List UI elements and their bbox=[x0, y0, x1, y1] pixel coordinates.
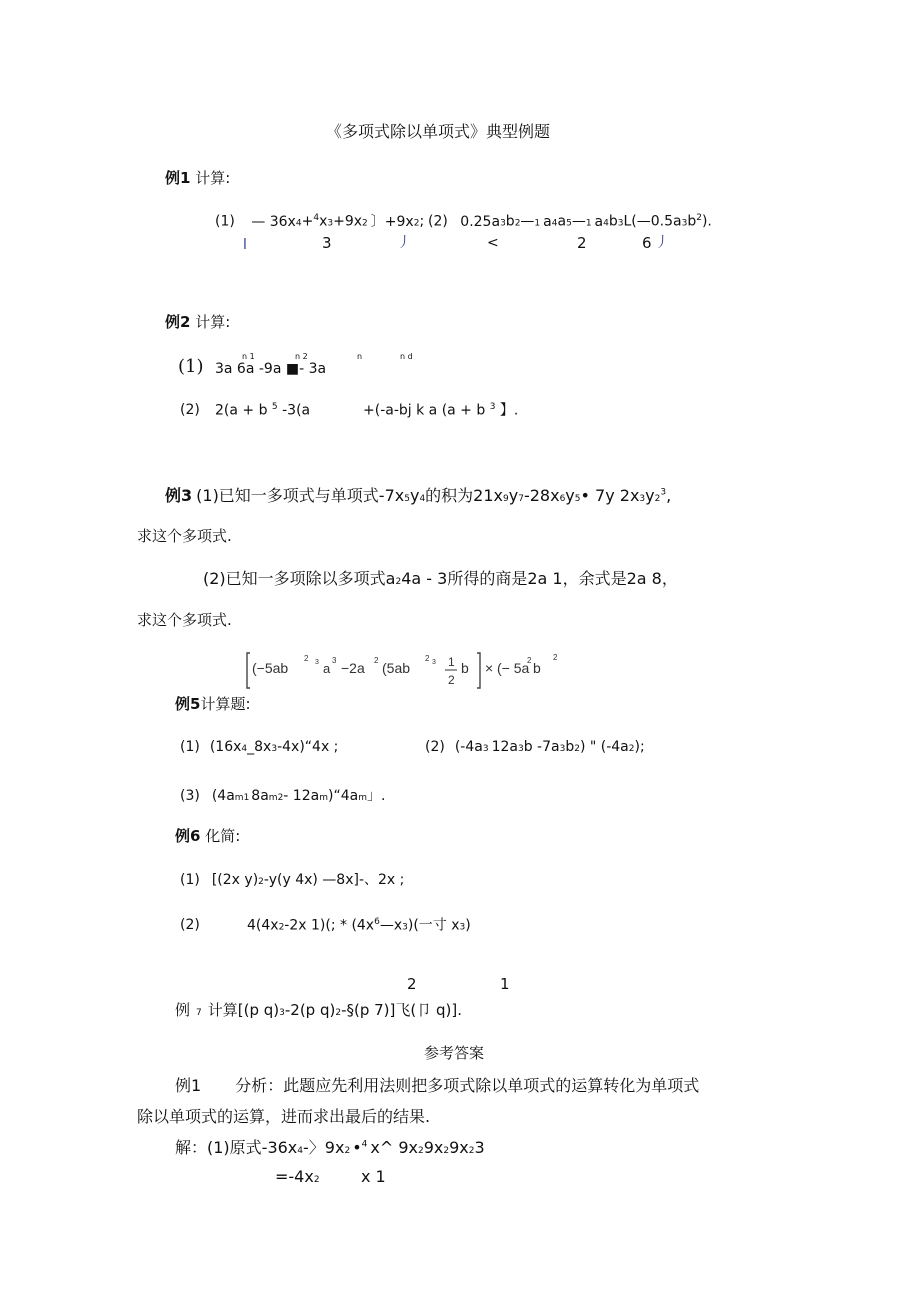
example-2-part-2-expr bbox=[215, 403, 310, 418]
example-3-line-1 bbox=[165, 488, 671, 504]
expr: b bbox=[687, 213, 697, 230]
example-3-line-2: 求这个多项式. bbox=[137, 527, 232, 545]
example-5-heading-text: 计算题: bbox=[200, 695, 251, 713]
example-3-label: 例3 bbox=[165, 486, 193, 505]
exponent: 3 bbox=[271, 744, 278, 754]
example-2-part-2-expr-cont bbox=[363, 403, 518, 418]
example-5-label: 例5 bbox=[175, 695, 201, 713]
exponent: 2 bbox=[514, 218, 521, 229]
example-6-heading bbox=[175, 829, 240, 844]
example-6-label: 例6 bbox=[175, 827, 201, 845]
expr: -§(p 7)]飞(卩 q)]. bbox=[341, 1001, 462, 1019]
text: x^ 9x bbox=[370, 1138, 418, 1157]
part-number: (1) bbox=[180, 739, 200, 755]
separator: ; bbox=[419, 213, 425, 230]
exponent: 5 bbox=[574, 494, 581, 504]
fraction-numerator: 1 bbox=[448, 655, 455, 669]
expr: 8a bbox=[251, 788, 269, 804]
part-number: (1) bbox=[215, 213, 235, 230]
exponent: 2 bbox=[628, 744, 635, 754]
text: y bbox=[508, 486, 519, 505]
formula-part: (5ab bbox=[382, 660, 411, 676]
exponent: 2 bbox=[654, 494, 661, 504]
text: (2)已知一多项除以多项式a bbox=[203, 569, 396, 588]
expr: a bbox=[543, 213, 552, 230]
exponent: n d bbox=[400, 352, 413, 361]
denominator: 2 bbox=[577, 234, 587, 252]
example-3-line-3 bbox=[203, 571, 678, 587]
expr: (16x bbox=[209, 739, 242, 755]
expr: — 36x bbox=[251, 213, 296, 230]
expr: b -7a bbox=[523, 739, 560, 755]
exponent: 2 bbox=[413, 218, 420, 229]
exponent: 2 bbox=[313, 1175, 320, 1185]
part-number: (2) bbox=[180, 402, 200, 418]
text: -〉9x bbox=[303, 1138, 345, 1157]
answer-1-analysis-line-2: 除以单项式的运算，进而求出最后的结果. bbox=[137, 1107, 431, 1126]
expr: -4x)“4x ; bbox=[277, 739, 339, 755]
exponent: 6 bbox=[559, 494, 566, 504]
exponent: 4 bbox=[419, 494, 426, 504]
expr: a bbox=[594, 213, 604, 230]
formula-part: × bbox=[485, 660, 494, 676]
text: 4a - 3所得的商是2a 1，余式是2a 8， bbox=[401, 569, 678, 588]
expr: ); bbox=[634, 739, 645, 755]
expr: )“4a bbox=[327, 788, 359, 804]
expr: _8x bbox=[247, 739, 272, 755]
exponent: 7 bbox=[196, 1008, 202, 1018]
example-1-heading bbox=[165, 171, 230, 186]
example-6-heading-text: 化简: bbox=[200, 827, 241, 845]
exponent: 3 bbox=[482, 744, 489, 754]
formula-part: (−5ab bbox=[252, 660, 289, 676]
expr: + bbox=[301, 213, 314, 230]
exponent: 2 bbox=[395, 577, 402, 587]
answer-1-solution-line-1 bbox=[175, 1140, 485, 1156]
expr: 〕+9x bbox=[370, 213, 414, 230]
expr: (4a bbox=[211, 788, 235, 804]
exponent: 3 bbox=[432, 659, 436, 666]
text: 9x bbox=[449, 1138, 469, 1157]
exponent: n 1 bbox=[242, 352, 255, 361]
paren-glyph: < bbox=[487, 235, 499, 251]
expr: L(—0.5a bbox=[623, 213, 682, 230]
expr: +(-a-bj k a (a + b bbox=[363, 402, 490, 419]
expr: ) " (-4a bbox=[579, 739, 629, 755]
example-2-part-1-expr: 3a 6a -9a ■- 3a bbox=[215, 361, 327, 377]
exponent: 3 bbox=[332, 656, 337, 665]
exponent: 2 bbox=[553, 653, 558, 662]
exponent: 3 bbox=[617, 218, 624, 229]
exponent: 3 bbox=[279, 1008, 285, 1018]
exponent: n bbox=[357, 352, 363, 361]
expr: a bbox=[557, 213, 567, 230]
text: -28x bbox=[523, 486, 560, 505]
example-2-label: 例2 bbox=[165, 313, 191, 331]
exponent: 2 bbox=[574, 744, 580, 754]
exponent: 1 bbox=[585, 218, 592, 229]
exponent: 4 bbox=[297, 1146, 304, 1156]
exponent: 2 bbox=[527, 656, 532, 665]
expr: — bbox=[520, 213, 535, 230]
fraction-bar-glyph: l bbox=[243, 237, 247, 253]
fraction-numerator: 1 bbox=[500, 975, 510, 993]
expr: b bbox=[505, 213, 515, 230]
text: y bbox=[409, 486, 420, 505]
expr: b bbox=[608, 213, 618, 230]
exponent: 4 bbox=[361, 1139, 368, 1150]
answer-1-solution-line-2 bbox=[275, 1169, 320, 1185]
exponent: 3 bbox=[559, 744, 566, 754]
exponent: 2 bbox=[468, 1146, 475, 1156]
expr: 12a bbox=[491, 739, 518, 755]
page-title: 《多项式除以单项式》典型例题 bbox=[326, 122, 551, 141]
example-1-part-2 bbox=[428, 214, 712, 229]
text: 的积为21x bbox=[425, 486, 504, 505]
expr: 】. bbox=[495, 402, 519, 419]
exponent: 2 bbox=[344, 1146, 351, 1156]
part-number: (2) bbox=[428, 213, 448, 230]
exponent: 2 bbox=[696, 213, 702, 223]
expr: -y(y 4x) —8x]-、2x ; bbox=[263, 872, 405, 888]
expr: +9x bbox=[333, 213, 363, 230]
exponent: 3 bbox=[517, 744, 524, 754]
answer-1-label: 例1 bbox=[175, 1076, 202, 1095]
fraction-denominator: 2 bbox=[448, 673, 455, 687]
exponent: 3 bbox=[315, 659, 319, 666]
exponent: 2 bbox=[304, 654, 309, 663]
exponent: 4 bbox=[603, 218, 609, 229]
exponent: 3 bbox=[459, 922, 466, 933]
example-2-heading-text: 计算: bbox=[190, 313, 231, 331]
left-bracket bbox=[247, 653, 250, 688]
expr: —x bbox=[379, 917, 403, 934]
exponent: 3 bbox=[660, 487, 667, 498]
formula-part: −2a bbox=[341, 660, 365, 676]
text: y bbox=[565, 486, 575, 505]
answer-1-analysis-line-1 bbox=[175, 1078, 699, 1094]
example-1-label: 例1 bbox=[165, 169, 191, 187]
exponent: m bbox=[319, 793, 328, 803]
example-5-part-2 bbox=[425, 740, 645, 754]
expr: -2x 1)(; * (4x bbox=[284, 917, 375, 934]
formula-part: (− 5a bbox=[497, 660, 530, 676]
exponent: 6 bbox=[374, 917, 380, 927]
exponent: 5 bbox=[566, 218, 572, 229]
expr: — bbox=[571, 213, 586, 230]
part-number: (3) bbox=[180, 788, 200, 804]
exponent: 2 bbox=[258, 877, 264, 887]
exponent: n 2 bbox=[295, 352, 308, 361]
exponent: 5 bbox=[404, 494, 410, 504]
exponent: 5 bbox=[271, 402, 278, 412]
exponent: 2 bbox=[335, 1008, 342, 1018]
denominator: 6 bbox=[642, 234, 652, 252]
expr: -2(p q) bbox=[284, 1001, 336, 1019]
expr: )(一寸 x bbox=[407, 917, 460, 934]
exponent: 2 bbox=[443, 1146, 450, 1156]
exponent: m bbox=[358, 793, 367, 803]
exponent: 3 bbox=[639, 494, 646, 504]
text: y bbox=[645, 486, 655, 505]
exponent: 7 bbox=[518, 494, 524, 504]
text: 分析：此题应先利用法则把多项式除以单项式的运算转化为单项式 bbox=[235, 1076, 700, 1095]
formula-part: b bbox=[461, 660, 469, 676]
text: • 7y 2x bbox=[580, 486, 640, 505]
expr: -3(a bbox=[277, 402, 311, 419]
text: • bbox=[352, 1138, 362, 1157]
example-1-part-1 bbox=[215, 214, 424, 229]
exponent: 4 bbox=[295, 218, 302, 229]
expr: 计算[(p q) bbox=[207, 1001, 280, 1019]
expr: 0.25a bbox=[460, 213, 501, 230]
exponent: 2 bbox=[417, 1146, 424, 1156]
text: =-4x bbox=[275, 1167, 314, 1186]
expr: 」. bbox=[366, 788, 386, 804]
answer-1-solution-line-2-cont: x 1 bbox=[361, 1167, 386, 1186]
exponent: m2 bbox=[268, 793, 284, 803]
example-5-part-1 bbox=[180, 740, 338, 754]
expr: 2(a + b bbox=[215, 402, 272, 419]
example-5-heading bbox=[175, 697, 251, 712]
exponent: 4 bbox=[313, 213, 320, 223]
text: 解：(1)原式-36x bbox=[175, 1138, 298, 1157]
example-5-part-3 bbox=[180, 789, 385, 803]
formula-part: a bbox=[323, 661, 331, 676]
example-7-line bbox=[175, 1003, 462, 1018]
example-1-heading-text: 计算: bbox=[190, 169, 231, 187]
expr: b bbox=[565, 739, 575, 755]
example-6-part-1 bbox=[180, 873, 404, 887]
example-6-part-2 bbox=[247, 918, 471, 933]
exponent: 3 bbox=[681, 218, 688, 229]
paren-glyph: 丿 bbox=[655, 235, 669, 251]
text: 3 bbox=[474, 1138, 485, 1157]
fraction-numerator: 2 bbox=[407, 975, 417, 993]
exponent: 2 bbox=[374, 656, 379, 665]
part-number: (1) bbox=[180, 872, 200, 888]
example-7-label: 例 bbox=[175, 1001, 191, 1019]
exponent: 3 bbox=[402, 922, 408, 933]
exponent: 3 bbox=[500, 218, 506, 229]
exponent: 3 bbox=[489, 402, 496, 412]
part-number: (1) bbox=[178, 356, 204, 377]
paren-glyph: 丿 bbox=[397, 235, 411, 251]
exponent: 3 bbox=[327, 218, 334, 229]
expr: [(2x y) bbox=[211, 872, 259, 888]
exponent: 1 bbox=[534, 218, 541, 229]
denominator: 3 bbox=[322, 234, 332, 252]
expr: 4(4x bbox=[247, 917, 279, 934]
text: , bbox=[666, 486, 672, 505]
example-6-part-2-number: (2) bbox=[180, 917, 200, 933]
exponent: 2 bbox=[362, 218, 368, 229]
exponent: m1 bbox=[234, 793, 250, 803]
exponent: 4 bbox=[241, 744, 248, 754]
expr: ) bbox=[465, 917, 471, 934]
example-3-line-4: 求这个多项式. bbox=[137, 611, 232, 629]
answers-heading: 参考答案 bbox=[424, 1044, 485, 1062]
example-2-heading bbox=[165, 315, 230, 330]
part-number: (2) bbox=[425, 739, 445, 755]
expr: x bbox=[319, 213, 328, 230]
text: (1)已知一多项式与单项式-7x bbox=[196, 486, 405, 505]
text: 9x bbox=[423, 1138, 444, 1157]
right-bracket bbox=[477, 653, 480, 688]
expr: - 12a bbox=[283, 788, 320, 804]
example-4-formula bbox=[245, 648, 563, 692]
formula-part: b bbox=[533, 660, 541, 676]
exponent: 9 bbox=[503, 494, 509, 504]
expr: ). bbox=[701, 213, 712, 230]
exponent: 2 bbox=[278, 922, 285, 933]
exponent: 2 bbox=[425, 654, 430, 663]
expr: (-4a bbox=[454, 739, 483, 755]
exponent: 4 bbox=[551, 218, 558, 229]
